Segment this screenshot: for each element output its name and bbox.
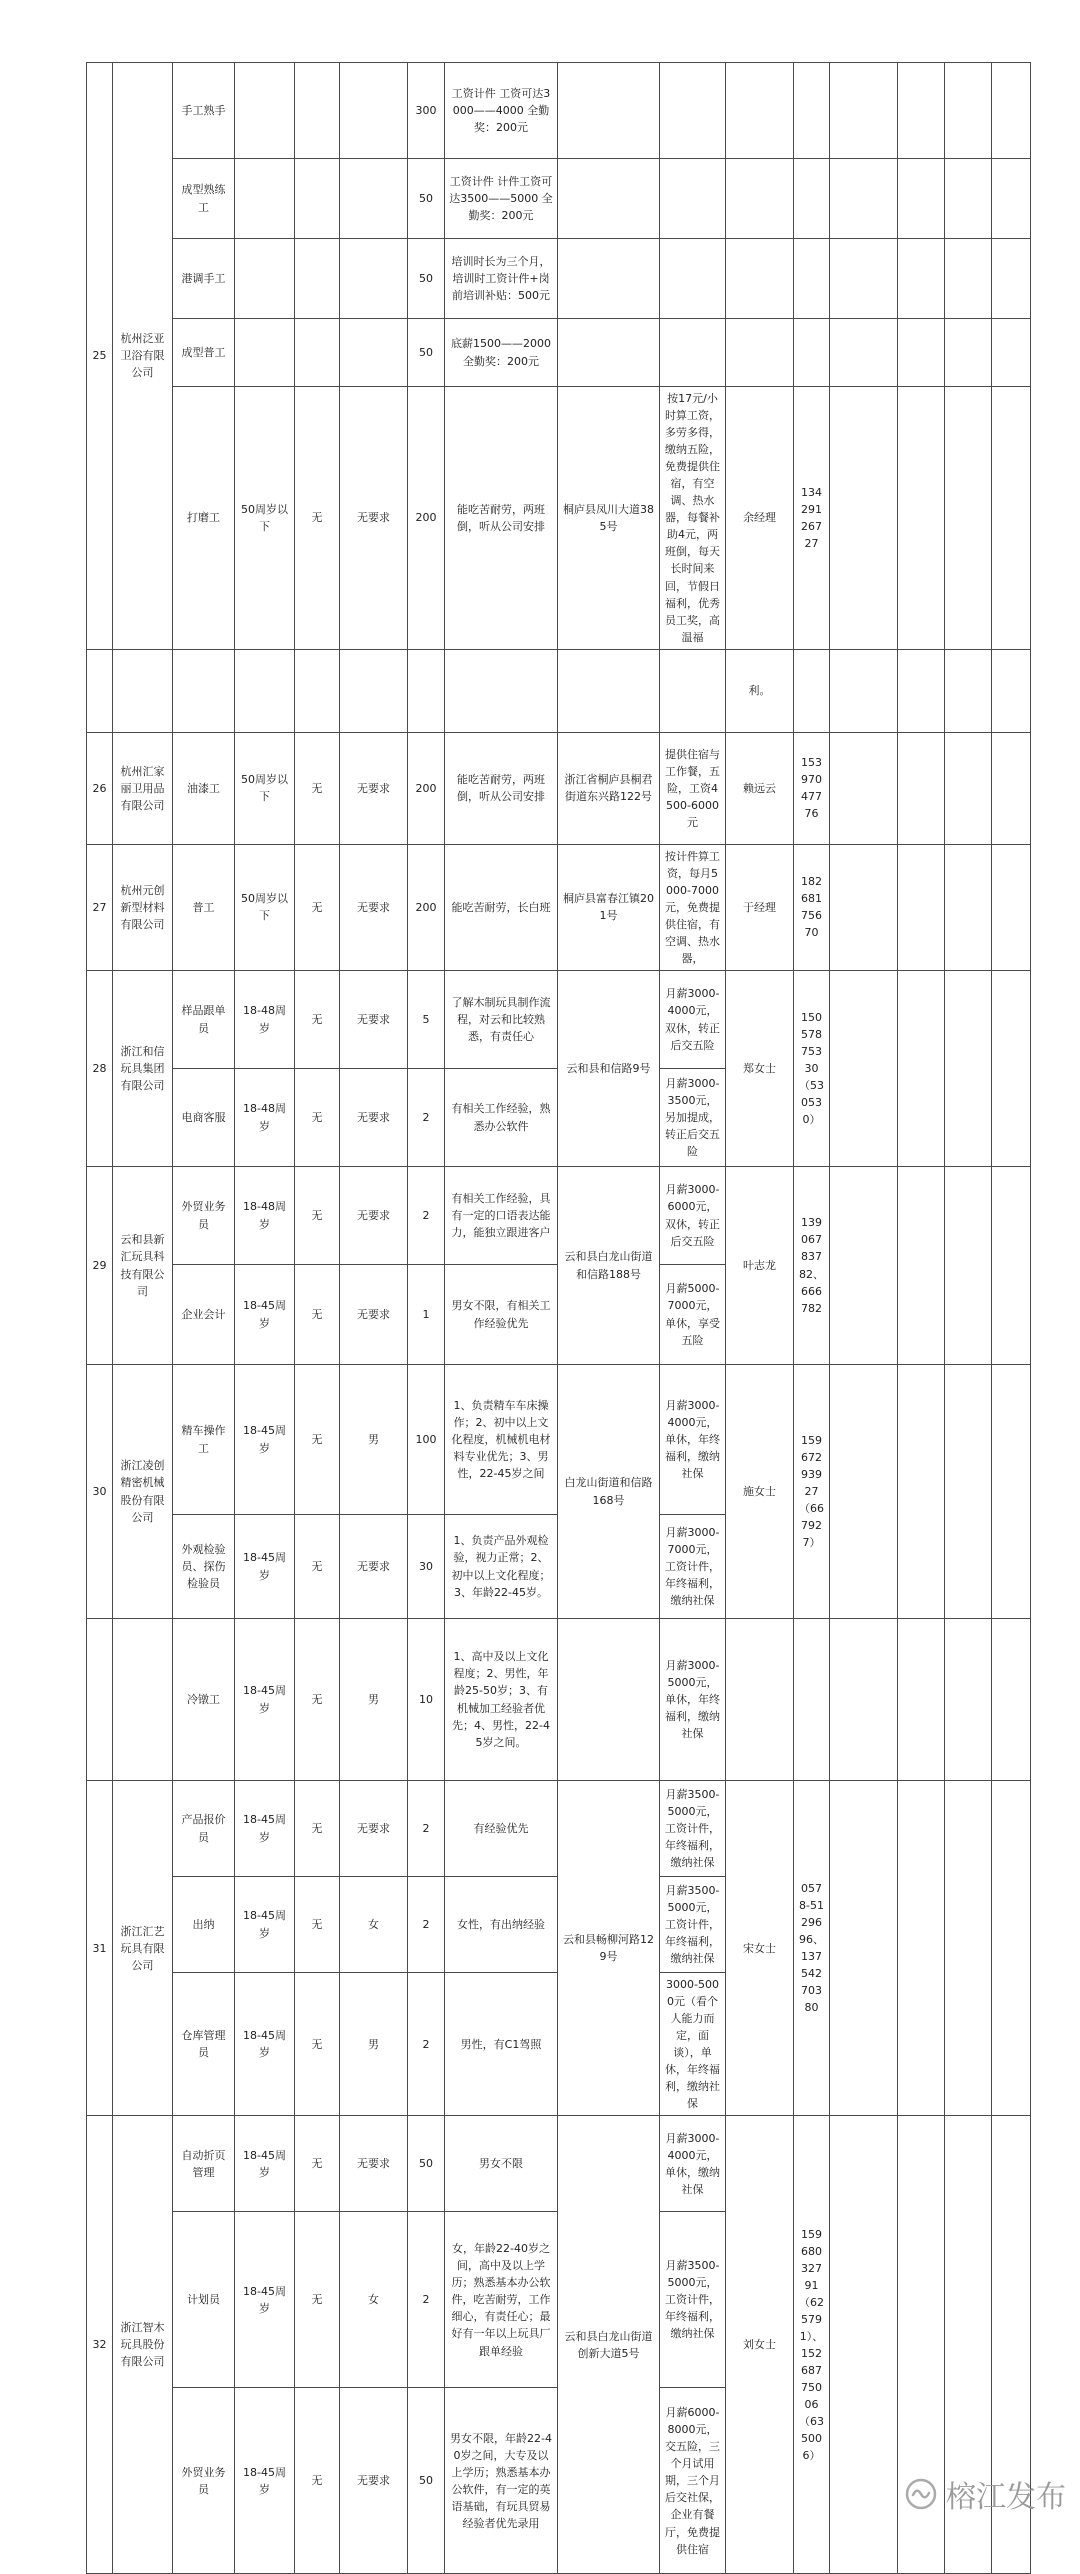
age-range: 50周岁以下: [235, 732, 295, 844]
experience: 无: [295, 1365, 340, 1515]
serial-no: 29: [87, 1167, 113, 1365]
position-name: 仓库管理员: [173, 1973, 235, 2116]
address: 云和县畅柳河路129号: [558, 1781, 660, 2116]
position-name: 港调手工: [173, 239, 235, 319]
experience: 无: [295, 2116, 340, 2212]
gender: 无要求: [340, 844, 408, 970]
headcount: 2: [408, 1973, 445, 2116]
requirement: 有相关工作经验，熟悉办公软件: [445, 1069, 558, 1167]
benefits: 3000-5000元（看个人能力而定，面谈），单休，年终福利，缴纳社保: [660, 1973, 726, 2116]
phone: 15967293927（667927）: [794, 1365, 830, 1619]
experience: 无: [295, 971, 340, 1069]
contact-person: 宋女士: [726, 1781, 794, 2116]
age-range: [235, 63, 295, 159]
requirement: 有相关工作经验，具有一定的口语表达能力，能独立跟进客户: [445, 1167, 558, 1265]
headcount: 2: [408, 2212, 445, 2388]
table-row: [87, 63, 1031, 159]
contact-person: 余经理: [726, 387, 794, 650]
table-row: [87, 844, 1031, 970]
salary-note: 培训时长为三个月，培训时工资计件+岗前培训补贴：500元: [445, 239, 558, 319]
requirement: 能吃苦耐劳，两班倒，听从公司安排: [445, 387, 558, 650]
experience: 无: [295, 732, 340, 844]
headcount: 50: [408, 2388, 445, 2574]
phone: [830, 63, 898, 159]
gender: 无要求: [340, 732, 408, 844]
benefits: 利。: [726, 649, 794, 732]
experience: [295, 63, 340, 159]
phone: 18268175670: [794, 844, 830, 970]
age-range: 18-45周岁: [235, 1877, 295, 1973]
experience: 无: [295, 1973, 340, 2116]
experience: 无: [295, 1265, 340, 1365]
watermark: [904, 2472, 1066, 2516]
requirement: 1、高中及以上文化程度；2、男性，年龄25-50岁；3、有机械加工经验者优先；4、男性，22-45岁之间。: [445, 1619, 558, 1781]
company-name: 杭州汇家丽卫用品有限公司: [113, 732, 173, 844]
gender: 无要求: [340, 1167, 408, 1265]
benefits: 月薪3000-7000元，工资计件，年终福利，缴纳社保: [660, 1515, 726, 1619]
gender: 女: [340, 1877, 408, 1973]
benefits: 月薪3500-5000元，工资计件，年终福利，缴纳社保: [660, 1781, 726, 1877]
position-name: 打磨工: [173, 387, 235, 650]
benefits: 月薪3500-5000元，工资计件，年终福利，缴纳社保: [660, 2212, 726, 2388]
company-name: 浙江智木玩具股份有限公司: [113, 2116, 173, 2574]
requirement: 1、负责精车车床操作；2、初中以上文化程度，机械机电材料专业优先；3、男性，22-45岁之间: [445, 1365, 558, 1515]
age-range: 18-45周岁: [235, 2116, 295, 2212]
wechat-channel-icon: [904, 2477, 938, 2511]
experience: 无: [295, 1069, 340, 1167]
experience: 无: [295, 1877, 340, 1973]
age-range: 18-45周岁: [235, 1265, 295, 1365]
phone: 13429126727: [794, 387, 830, 650]
table-row: [87, 1781, 1031, 1877]
benefits: 月薪3000-5000元，单休，年终福利，缴纳社保: [660, 1619, 726, 1781]
table-row: [87, 2116, 1031, 2212]
experience: 无: [295, 844, 340, 970]
contact-person: 叶志龙: [726, 1167, 794, 1365]
headcount: 2: [408, 1877, 445, 1973]
company-name: 浙江凌创精密机械股份有限公司: [113, 1365, 173, 1619]
experience: 无: [295, 1781, 340, 1877]
table-row: [87, 239, 1031, 319]
table-row: [87, 1619, 1031, 1781]
requirement: 男女不限: [445, 2116, 558, 2212]
contact-person: 刘女士: [726, 2116, 794, 2574]
benefits: 月薪3000-4000元，单休，年终福利，缴纳社保: [660, 1365, 726, 1515]
benefits: 月薪3000-6000元，双休，转正后交五险: [660, 1167, 726, 1265]
company-name: 杭州泛亚卫浴有限公司: [113, 63, 173, 650]
company-name: 浙江和信玩具集团有限公司: [113, 971, 173, 1167]
experience: 无: [295, 387, 340, 650]
address: 浙江省桐庐县桐君街道东兴路122号: [558, 732, 660, 844]
gender: 无要求: [340, 1069, 408, 1167]
table-row: [87, 1365, 1031, 1515]
address: 桐庐县富春江镇201号: [558, 844, 660, 970]
contact-person: 赖远云: [726, 732, 794, 844]
address: 白龙山街道和信路168号: [558, 1365, 660, 1619]
age-range: 18-45周岁: [235, 2212, 295, 2388]
requirement: 有经验优先: [445, 1781, 558, 1877]
table-row: [87, 319, 1031, 387]
gender: 男: [340, 1973, 408, 2116]
benefits: 月薪3000-4000元，单休，缴纳社保: [660, 2116, 726, 2212]
contact-person: [794, 63, 830, 159]
requirement: 能吃苦耐劳，两班倒，听从公司安排: [445, 732, 558, 844]
position-name: 外贸业务员: [173, 2388, 235, 2574]
position-name: 成型普工: [173, 319, 235, 387]
headcount: 1: [408, 1265, 445, 1365]
gender: 无要求: [340, 1781, 408, 1877]
address: 桐庐县凤川大道385号: [558, 387, 660, 650]
serial-no: 26: [87, 732, 113, 844]
headcount: 10: [408, 1619, 445, 1781]
position-name: 精车操作工: [173, 1365, 235, 1515]
age-range: 18-48周岁: [235, 1167, 295, 1265]
table-row: [87, 971, 1031, 1069]
headcount: 100: [408, 1365, 445, 1515]
age-range: 18-48周岁: [235, 971, 295, 1069]
gender: 无要求: [340, 971, 408, 1069]
serial-no: 31: [87, 1781, 113, 2116]
salary-note: 底薪1500——2000 全勤奖：200元: [445, 319, 558, 387]
table-row: [87, 387, 1031, 650]
headcount: 50: [408, 239, 445, 319]
benefits: 提供住宿与工作餐，五险，工资4500-6000元: [660, 732, 726, 844]
contact-person: 施女士: [726, 1365, 794, 1619]
address: [660, 63, 726, 159]
age-range: 18-45周岁: [235, 1515, 295, 1619]
headcount: 50: [408, 319, 445, 387]
gender: 男: [340, 1365, 408, 1515]
requirement: [558, 63, 660, 159]
company-name: 杭州元创新型材料有限公司: [113, 844, 173, 970]
salary-note: 工资计件 工资可达3000——4000 全勤奖：200元: [445, 63, 558, 159]
position-name: 出纳: [173, 1877, 235, 1973]
phone: 13906783782、666782: [794, 1167, 830, 1365]
phone: 15057875330（530530）: [794, 971, 830, 1167]
benefits: 月薪3000-4000元，双休，转正后交五险: [660, 971, 726, 1069]
serial-no: 25: [87, 63, 113, 650]
age-range: 18-48周岁: [235, 1069, 295, 1167]
position-name: 手工熟手: [173, 63, 235, 159]
experience: 无: [295, 2212, 340, 2388]
age-range: 50周岁以下: [235, 387, 295, 650]
benefits: 月薪5000-7000元，单休，享受五险: [660, 1265, 726, 1365]
position-name: 普工: [173, 844, 235, 970]
position-name: 油漆工: [173, 732, 235, 844]
serial-no: 28: [87, 971, 113, 1167]
position-name: 样品跟单员: [173, 971, 235, 1069]
headcount: 30: [408, 1515, 445, 1619]
phone: 15968032791（625791）、15268775006（635006）: [794, 2116, 830, 2574]
headcount: 200: [408, 732, 445, 844]
position-name: 自动折页管理: [173, 2116, 235, 2212]
address: 云和县白龙山街道创新大道5号: [558, 2116, 660, 2574]
headcount: 200: [408, 844, 445, 970]
position-name: 成型熟练工: [173, 159, 235, 239]
position-name: 企业会计: [173, 1265, 235, 1365]
age-range: 18-45周岁: [235, 1973, 295, 2116]
phone: 0578-5129696、13754270380: [794, 1781, 830, 2116]
experience: 无: [295, 1515, 340, 1619]
job-listing-table: [86, 62, 1031, 2574]
position-name: 产品报价员: [173, 1781, 235, 1877]
requirement: 了解木制玩具制作流程，对云和比较熟悉，有责任心: [445, 971, 558, 1069]
headcount: 200: [408, 387, 445, 650]
company-name: 浙江汇艺玩具有限公司: [113, 1781, 173, 2116]
age-range: 18-45周岁: [235, 1619, 295, 1781]
requirement: 女，年龄22-40岁之间，高中及以上学历；熟悉基本办公软件，吃苦耐劳，工作细心，有责任心；最好有一年以上玩具厂跟单经验: [445, 2212, 558, 2388]
age-range: 18-45周岁: [235, 1365, 295, 1515]
contact-person: 于经理: [726, 844, 794, 970]
experience: 无: [295, 1167, 340, 1265]
requirement: 能吃苦耐劳，长白班: [445, 844, 558, 970]
benefits: 按计件算工资，每月5000-7000元，免费提供住宿，有空调、热水器，: [660, 844, 726, 970]
serial-no: 27: [87, 844, 113, 970]
table-row: [87, 159, 1031, 239]
table-row: [87, 732, 1031, 844]
benefits: 月薪3500-5000元，工资计件，年终福利，缴纳社保: [660, 1877, 726, 1973]
contact-person: 郑女士: [726, 971, 794, 1167]
phone: 15397047776: [794, 732, 830, 844]
age-range: 18-45周岁: [235, 1781, 295, 1877]
position-name: 计划员: [173, 2212, 235, 2388]
gender: 无要求: [340, 2116, 408, 2212]
requirement: 1、负责产品外观检验，视力正常；2、初中以上文化程度；3、年龄22-45岁。: [445, 1515, 558, 1619]
address: 云和县白龙山街道和信路188号: [558, 1167, 660, 1365]
position-name: 冷镦工: [173, 1619, 235, 1781]
gender: [340, 63, 408, 159]
gender: 无要求: [340, 387, 408, 650]
experience: 无: [295, 1619, 340, 1781]
headcount: 2: [408, 1167, 445, 1265]
headcount: 300: [408, 63, 445, 159]
position-name: 外贸业务员: [173, 1167, 235, 1265]
address: 云和县和信路9号: [558, 971, 660, 1167]
company-name: 云和县新汇玩具科技有限公司: [113, 1167, 173, 1365]
requirement: 男女不限，年龄22-40岁之间，大专及以上学历；熟悉基本办公软件，有一定的英语基础，有玩具贸易经验者优先录用: [445, 2388, 558, 2574]
headcount: 2: [408, 1069, 445, 1167]
headcount: 2: [408, 1781, 445, 1877]
age-range: 18-45周岁: [235, 2388, 295, 2574]
headcount: 50: [408, 159, 445, 239]
benefits: [726, 63, 794, 159]
watermark-text: 榕江发布: [946, 2480, 1066, 2515]
benefits: 月薪3000-3500元，另加提成，转正后交五险: [660, 1069, 726, 1167]
headcount: 5: [408, 971, 445, 1069]
table-row: [87, 1167, 1031, 1265]
experience: 无: [295, 2388, 340, 2574]
benefits: 按17元/小时算工资，多劳多得，缴纳五险，免费提供住宿，有空调、热水器，每餐补助4元，两班倒，每天长时间来回，节假日福利，优秀员工奖，高温福: [660, 387, 726, 650]
position-name: 电商客服: [173, 1069, 235, 1167]
requirement: 男性，有C1驾照: [445, 1973, 558, 2116]
gender: 无要求: [340, 1265, 408, 1365]
salary-note: 工资计件 计件工资可达3500——5000 全勤奖：200元: [445, 159, 558, 239]
position-name: 外观检验员、探伤检验员: [173, 1515, 235, 1619]
requirement: 男女不限，有相关工作经验优先: [445, 1265, 558, 1365]
requirement: 女性，有出纳经验: [445, 1877, 558, 1973]
gender: 男: [340, 1619, 408, 1781]
headcount: 50: [408, 2116, 445, 2212]
table-row: [87, 649, 1031, 732]
benefits: 月薪6000-8000元，交五险，三个月试用期，三个月后交社保，企业有餐厅，免费提供住宿: [660, 2388, 726, 2574]
gender: 女: [340, 2212, 408, 2388]
gender: 无要求: [340, 2388, 408, 2574]
gender: 无要求: [340, 1515, 408, 1619]
serial-no: 32: [87, 2116, 113, 2574]
age-range: 50周岁以下: [235, 844, 295, 970]
serial-no: 30: [87, 1365, 113, 1619]
